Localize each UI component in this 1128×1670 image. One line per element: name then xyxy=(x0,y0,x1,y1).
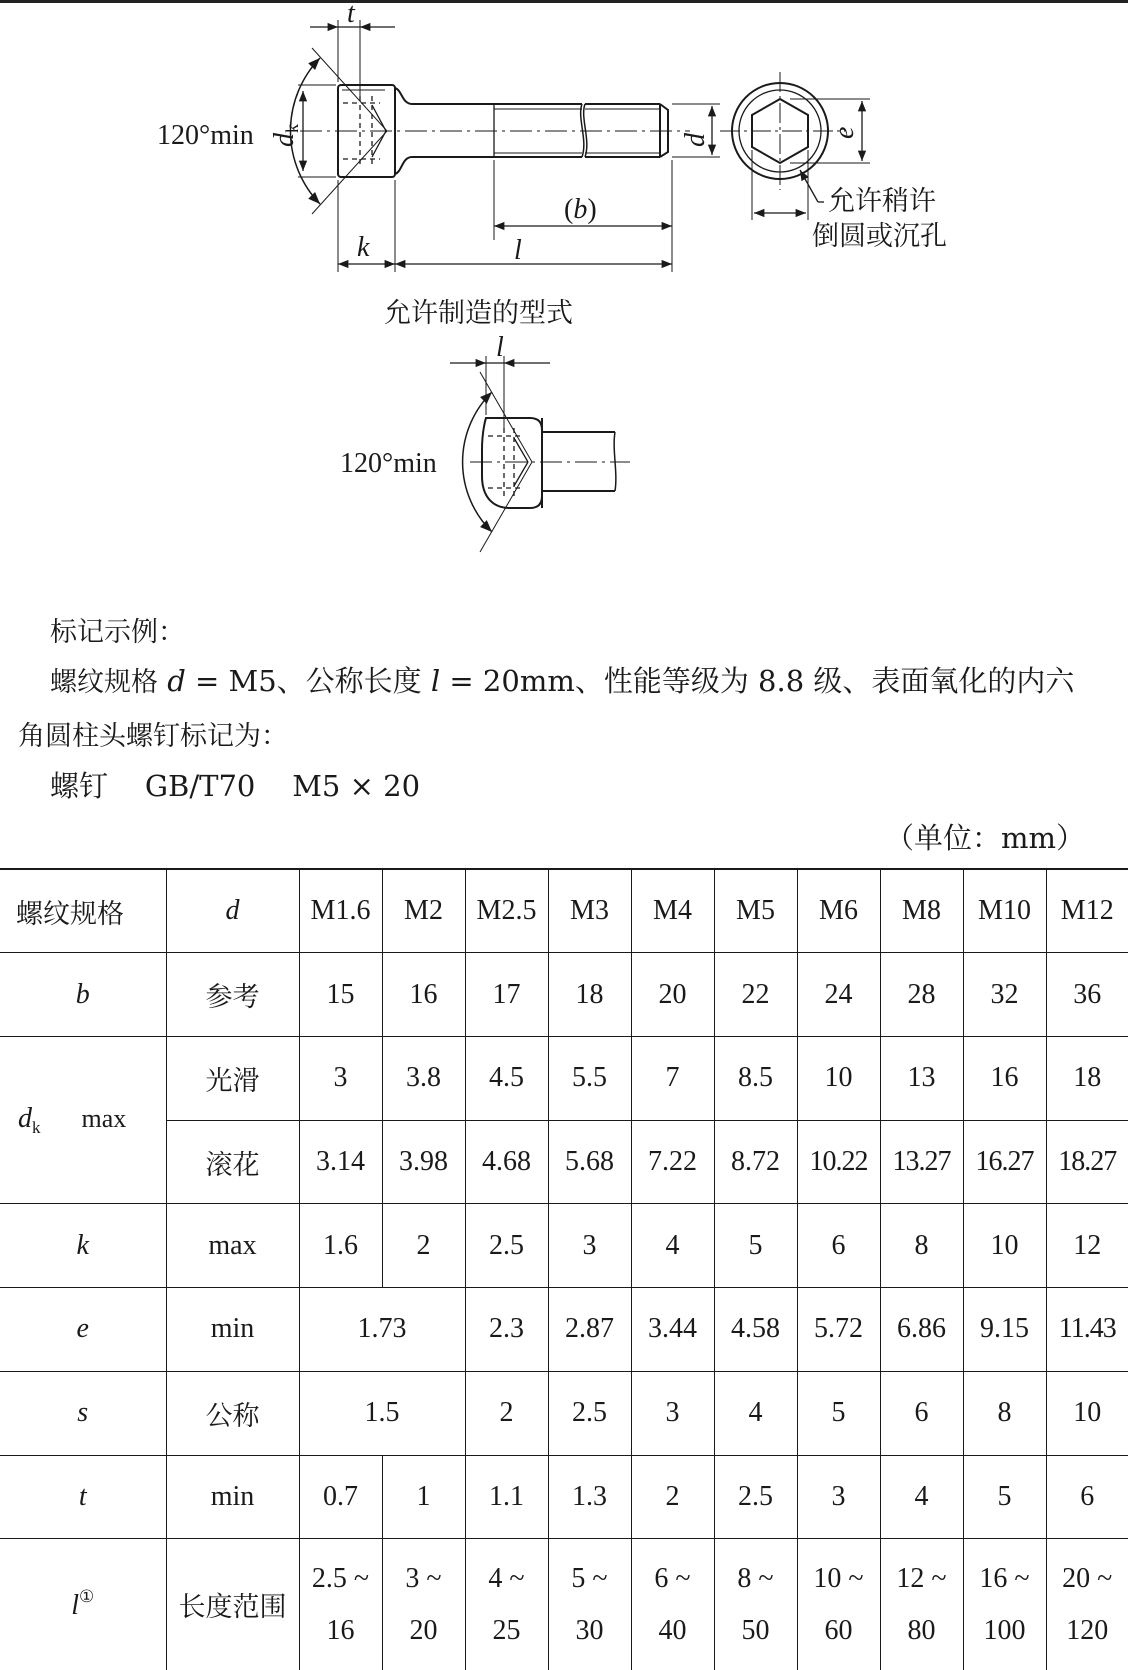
range-cell: 4 ~ 25 xyxy=(465,1539,548,1670)
row-size xyxy=(0,869,1128,953)
dim-k-label: k xyxy=(357,232,370,263)
value-cell: 1.6 xyxy=(299,1204,382,1288)
value-cell: 28 xyxy=(880,953,963,1037)
range-cell: 10 ~ 60 xyxy=(797,1539,880,1670)
value-cell: 3 xyxy=(797,1455,880,1539)
value-cell: 5 xyxy=(963,1455,1046,1539)
size-cell: M6 xyxy=(797,869,880,953)
value-cell: 3.98 xyxy=(382,1120,465,1204)
value-cell: 7.22 xyxy=(631,1120,714,1204)
value-cell: 2.87 xyxy=(548,1288,631,1372)
dk-knurled-label: 滚花 xyxy=(166,1120,299,1204)
value-cell: 5.68 xyxy=(548,1120,631,1204)
dim-b-label: (b) xyxy=(564,194,597,225)
dim-l-label: l xyxy=(514,235,522,266)
value-cell: 6.86 xyxy=(880,1288,963,1372)
row-t xyxy=(0,1455,1128,1539)
value-cell: 6 xyxy=(797,1204,880,1288)
value-cell: 8 xyxy=(880,1204,963,1288)
row-b xyxy=(0,953,1128,1037)
value-cell: 4.68 xyxy=(465,1120,548,1204)
example-line1: 螺纹规格 d = M5、公称长度 l = 20mm、性能等级为 8.8 级、表面氧化的内六 xyxy=(50,664,1075,698)
dim-dk-label: dk xyxy=(269,124,302,147)
screw-drawing xyxy=(0,0,1128,560)
angle-label: 120°min xyxy=(157,120,254,151)
value-cell: 2 xyxy=(631,1455,714,1539)
value-cell: 5 xyxy=(714,1204,797,1288)
value-cell: 5.72 xyxy=(797,1288,880,1372)
value-cell: 5 xyxy=(797,1371,880,1455)
value-cell: 8 xyxy=(963,1371,1046,1455)
range-cell: 16 ~ 100 xyxy=(963,1539,1046,1670)
row-dk-smooth xyxy=(0,1036,1128,1120)
dim-l2-label: l xyxy=(496,332,504,363)
note-line2: 倒圆或沉孔 xyxy=(812,221,947,252)
h-name: 螺纹规格 xyxy=(0,869,166,953)
range-cell: 6 ~ 40 xyxy=(631,1539,714,1670)
range-cell: 3 ~ 20 xyxy=(382,1539,465,1670)
value-cell: 20 xyxy=(631,953,714,1037)
dim-e-label: e xyxy=(829,126,860,139)
value-cell: 10.22 xyxy=(797,1120,880,1204)
value-cell: 8.72 xyxy=(714,1120,797,1204)
l-attr: 长度范围 xyxy=(166,1539,299,1670)
designation: 螺钉 GB/T70 M5 × 20 xyxy=(50,769,421,803)
e-attr: min xyxy=(166,1288,299,1372)
example-line2: 角圆柱头螺钉标记为： xyxy=(18,721,288,752)
h-sym: d xyxy=(166,869,299,953)
dim-t-label: t xyxy=(347,0,355,29)
value-cell: 16 xyxy=(382,953,465,1037)
value-cell: 7 xyxy=(631,1036,714,1120)
value-cell: 6 xyxy=(1046,1455,1128,1539)
size-cell: M2 xyxy=(382,869,465,953)
spec-table xyxy=(0,868,1128,1670)
b-attr: 参考 xyxy=(166,953,299,1037)
size-cell: M5 xyxy=(714,869,797,953)
size-cell: M12 xyxy=(1046,869,1128,953)
range-cell: 5 ~ 30 xyxy=(548,1539,631,1670)
dim-d-label: d xyxy=(680,133,711,147)
dk-sym: $d_k$ max xyxy=(0,1036,166,1203)
value-cell: 11.43 xyxy=(1046,1288,1128,1372)
range-cell: 20 ~ 120 xyxy=(1046,1539,1128,1670)
value-cell: 3 xyxy=(299,1036,382,1120)
value-cell: 4.5 xyxy=(465,1036,548,1120)
value-cell: 32 xyxy=(963,953,1046,1037)
value-cell: 2.3 xyxy=(465,1288,548,1372)
value-cell: 13 xyxy=(880,1036,963,1120)
s-attr: 公称 xyxy=(166,1371,299,1455)
value-cell: 15 xyxy=(299,953,382,1037)
value-cell: 2.5 xyxy=(465,1204,548,1288)
row-dk-knurled xyxy=(0,1120,1128,1204)
t-sym: t xyxy=(0,1455,166,1539)
value-cell: 2 xyxy=(465,1371,548,1455)
e-sym: e xyxy=(0,1288,166,1372)
value-cell: 1.1 xyxy=(465,1455,548,1539)
row-s xyxy=(0,1371,1128,1455)
value-cell: 4 xyxy=(880,1455,963,1539)
unit-note: （单位：mm） xyxy=(885,821,1085,855)
value-cell: 3 xyxy=(548,1204,631,1288)
value-cell: 8.5 xyxy=(714,1036,797,1120)
value-cell: 3 xyxy=(631,1371,714,1455)
value-cell: 12 xyxy=(1046,1204,1128,1288)
value-cell: 1 xyxy=(382,1455,465,1539)
value-cell-merged: 1.73 xyxy=(299,1288,465,1372)
range-cell: 12 ~ 80 xyxy=(880,1539,963,1670)
size-cell: M1.6 xyxy=(299,869,382,953)
value-cell-merged: 1.5 xyxy=(299,1371,465,1455)
size-cell: M8 xyxy=(880,869,963,953)
value-cell: 3.44 xyxy=(631,1288,714,1372)
t-attr: min xyxy=(166,1455,299,1539)
value-cell: 22 xyxy=(714,953,797,1037)
value-cell: 10 xyxy=(1046,1371,1128,1455)
value-cell: 1.3 xyxy=(548,1455,631,1539)
size-cell: M2.5 xyxy=(465,869,548,953)
value-cell: 24 xyxy=(797,953,880,1037)
dk-smooth-label: 光滑 xyxy=(166,1036,299,1120)
s-sym: s xyxy=(0,1371,166,1455)
value-cell: 5.5 xyxy=(548,1036,631,1120)
value-cell: 2.5 xyxy=(548,1371,631,1455)
value-cell: 36 xyxy=(1046,953,1128,1037)
value-cell: 2.5 xyxy=(714,1455,797,1539)
value-cell: 18 xyxy=(1046,1036,1128,1120)
value-cell: 10 xyxy=(797,1036,880,1120)
l-sym: l① xyxy=(0,1539,166,1670)
value-cell: 18 xyxy=(548,953,631,1037)
k-sym: k xyxy=(0,1204,166,1288)
value-cell: 4.58 xyxy=(714,1288,797,1372)
value-cell: 3.14 xyxy=(299,1120,382,1204)
size-cell: M10 xyxy=(963,869,1046,953)
range-cell: 2.5 ~ 16 xyxy=(299,1539,382,1670)
value-cell: 16 xyxy=(963,1036,1046,1120)
k-attr: max xyxy=(166,1204,299,1288)
value-cell: 13.27 xyxy=(880,1120,963,1204)
value-cell: 6 xyxy=(880,1371,963,1455)
b-sym: b xyxy=(0,953,166,1037)
row-e xyxy=(0,1288,1128,1372)
value-cell: 0.7 xyxy=(299,1455,382,1539)
value-cell: 2 xyxy=(382,1204,465,1288)
example-heading: 标记示例： xyxy=(50,617,185,648)
value-cell: 17 xyxy=(465,953,548,1037)
angle-label-2: 120°min xyxy=(340,448,437,479)
note-line1: 允许稍许 xyxy=(828,186,936,217)
row-l xyxy=(0,1539,1128,1670)
size-cell: M4 xyxy=(631,869,714,953)
value-cell: 9.15 xyxy=(963,1288,1046,1372)
size-cell: M3 xyxy=(548,869,631,953)
row-k xyxy=(0,1204,1128,1288)
value-cell: 4 xyxy=(714,1371,797,1455)
value-cell: 10 xyxy=(963,1204,1046,1288)
value-cell: 3.8 xyxy=(382,1036,465,1120)
value-cell: 18.27 xyxy=(1046,1120,1128,1204)
value-cell: 16.27 xyxy=(963,1120,1046,1204)
value-cell: 4 xyxy=(631,1204,714,1288)
range-cell: 8 ~ 50 xyxy=(714,1539,797,1670)
alt-caption: 允许制造的型式 xyxy=(384,298,573,329)
